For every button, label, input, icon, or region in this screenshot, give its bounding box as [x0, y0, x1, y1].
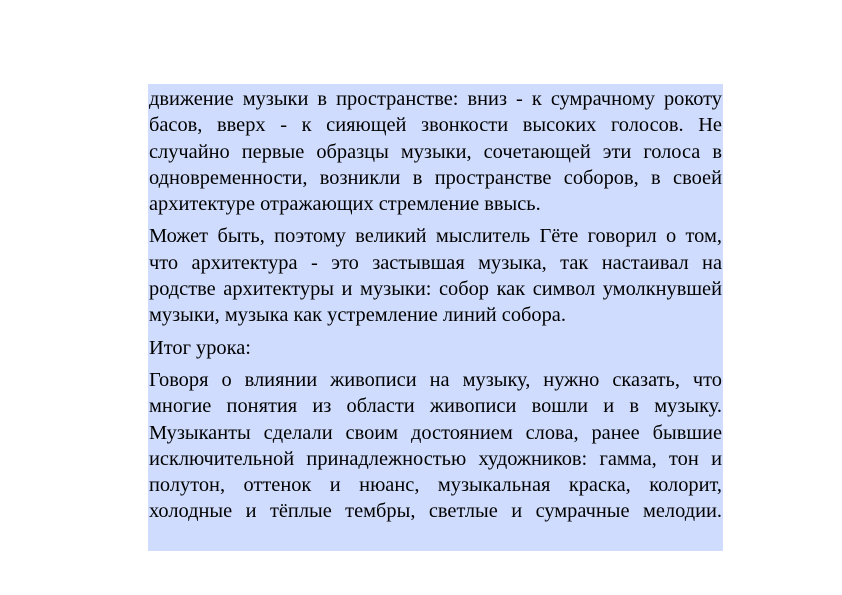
- paragraph-goethe-architecture: Может быть, поэтому великий мыслитель Гёте говорил о том, что архитектура - это застывшая музыка, так настаивал на родстве архитектуры и музыки: собор как символ умолкнувшей музыки, музыка как устремление линий собора.: [149, 225, 722, 327]
- paragraph-music-in-space: движение музыки в пространстве: вниз - к сумрачному рокоту басов, вверх - к сияющей звонкости высоких голосов. Не случайно первые образцы музыки, сочетающей эти голоса в одновременности, возникли в пространстве соборов, в своей архитектуре отражающих стремление ввысь.: [149, 88, 722, 216]
- paragraph-lesson-summary-heading: Итог урока:: [149, 336, 251, 359]
- paragraph-painting-influence: Говоря о влиянии живописи на музыку, нужно сказать, что многие понятия из области живописи вошли и в музыку. Музыканты сделали своим достоянием слова, ранее бывшие исключительной принадлежностью художников: гамма, тон и полутон, оттенок и нюанс, музыкальная краска, колорит, холодные и тёплые тембры, светлые и сумрачные мелодии.: [149, 368, 722, 523]
- highlighted-text-block: [148, 84, 723, 551]
